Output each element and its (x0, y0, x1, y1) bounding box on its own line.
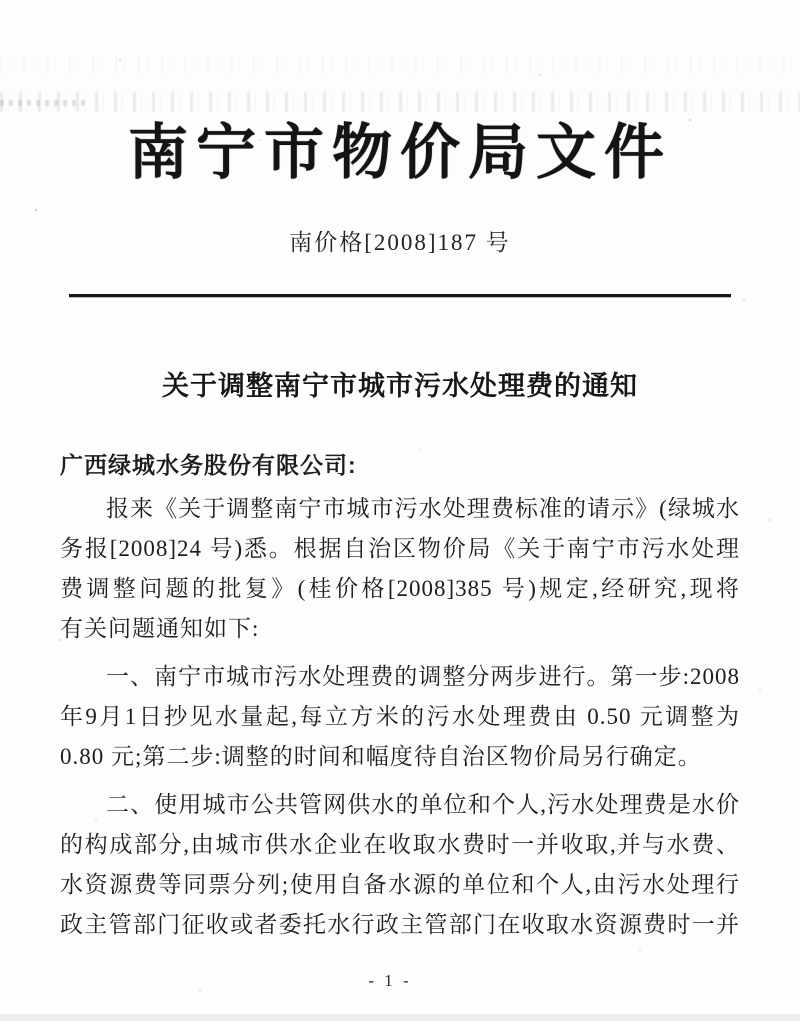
body-line: 一、南宁市城市污水处理费的调整分两步进行。第一步:2008 (106, 664, 740, 689)
agency-letterhead-title: 南宁市物价局文件 (128, 120, 672, 186)
body-line: 二、使用城市公共管网供水的单位和个人,污水处理费是水价 (106, 792, 740, 817)
body-line: 报来《关于调整南宁市城市污水处理费标准的请示》(绿城水 (106, 496, 740, 521)
body-line: 务报[2008]24 号)悉。根据自治区物价局《关于南宁市污水处理 (60, 536, 740, 561)
page-number: - 1 - (368, 971, 412, 990)
document-body (60, 447, 740, 945)
scan-edge-strip (0, 1014, 800, 1021)
letterhead-divider-line (69, 294, 731, 297)
document-number: 南价格[2008]187 号 (289, 230, 511, 255)
notice-title: 关于调整南宁市城市污水处理费的通知 (162, 371, 638, 401)
body-line: 有关问题通知如下: (60, 616, 260, 641)
body-line: 费调整问题的批复》(桂价格[2008]385 号)规定,经研究,现将 (60, 576, 740, 601)
body-line: 的构成部分,由城市供水企业在收取水费时一并收取,并与水费、 (60, 832, 740, 857)
body-line: 水资源费等同票分列;使用自备水源的单位和个人,由污水处理行 (60, 872, 740, 897)
body-line: 0.80 元;第二步:调整的时间和幅度待自治区物价局另行确定。 (60, 744, 702, 769)
body-line: 政主管部门征收或者委托水行政主管部门在收取水资源费时一并 (60, 912, 740, 937)
body-line: 年9月1日抄见水量起,每立方米的污水处理费由 0.50 元调整为 (60, 704, 740, 729)
addressee-line: 广西绿城水务股份有限公司: (60, 452, 357, 478)
